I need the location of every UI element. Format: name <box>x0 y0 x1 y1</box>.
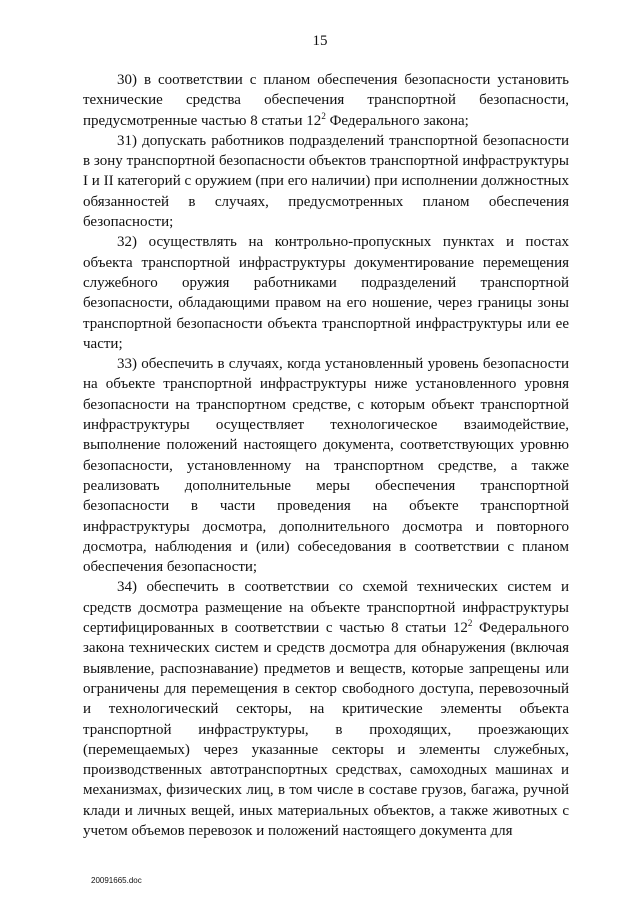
paragraph-text: 34) обеспечить в соответствии со схемой технических систем и средств досмотра размещение на объекте транспортной инфраструктуры сертифицированных в соответствии с частью 8 статьи 12 <box>83 579 569 637</box>
page-number: 15 <box>312 33 328 49</box>
footer-filename: 20091665.doc <box>91 876 142 885</box>
paragraph-30 <box>83 70 569 131</box>
paragraph-tail: Федерального закона; <box>325 112 469 129</box>
paragraph-tail: Федерального закона технических систем и средств досмотра для обнаружения (включая выявление, распознавание) предметов и веществ, которые запрещены или ограничены для перемещения в сектор свободного доступа, перевозочный и технологический секторы, на критические элементы объекта транспортной инфраструктуры, в проходящих, проезжающих (перемещаемых) через указанные секторы и элементы служебных, производственных автотранспортных средствах, самоходных машинах и механизмах, физических лиц, в том числе в составе грузов, багажа, ручной клади и личных вещей, иных материальных объектов, а также животных с учетом объемов перевозок и положений настоящего документа для <box>83 620 569 839</box>
paragraph-34 <box>83 577 569 841</box>
superscript: 2 <box>321 110 326 121</box>
document-body <box>83 70 569 841</box>
paragraph-text: 32) осуществлять на контрольно-пропускных пунктах и постах объекта транспортной инфраструктуры документирование перемещения служебного оружия работниками подразделений транспортной безопасности, обладающими правом на его ношение, через границы зоны транспортной безопасности объекта транспортной инфраструктуры или ее части; <box>83 234 569 352</box>
paragraph-text: 30) в соответствии с планом обеспечения безопасности установить технические средства обеспечения транспортной безопасности, предусмотренные частью 8 статьи 12 <box>83 72 569 129</box>
paragraph-text: 31) допускать работников подразделений транспортной безопасности в зону транспортной безопасности объектов транспортной инфраструктуры I и II категорий с оружием (при его наличии) при исполнении должностных обязанностей в случаях, предусмотренных планом обеспечения безопасности; <box>83 132 569 231</box>
paragraph-31 <box>83 131 569 232</box>
paragraph-text: 33) обеспечить в случаях, когда установленный уровень безопасности на объекте транспортной инфраструктуры ниже установленного уровня безопасности на транспортном средстве, с которым объект транспортной инфраструктуры осуществляет технологическое взаимодействие, выполнение положений настоящего документа, соответствующих уровню безопасности, установленному на транспортном средстве, а также реализовать дополнительные меры обеспечения транспортной безопасности в части проведения на объекте транспортной инфраструктуры досмотра, дополнительного досмотра и повторного досмотра, наблюдения и (или) собеседования в соответствии с планом обеспечения безопасности; <box>83 356 569 576</box>
paragraph-32 <box>83 232 569 354</box>
paragraph-33 <box>83 354 569 577</box>
superscript: 2 <box>467 618 473 629</box>
